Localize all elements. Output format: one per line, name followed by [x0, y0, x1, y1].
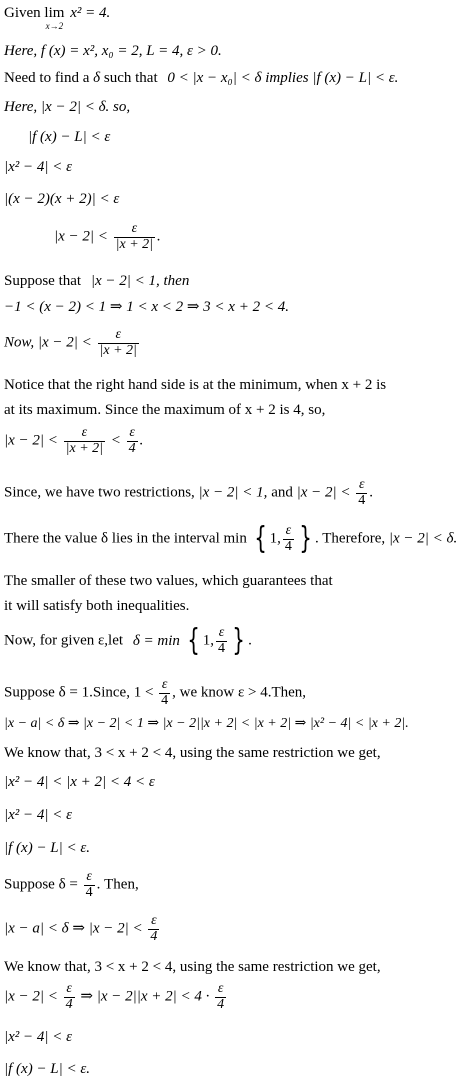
- suppose-delta-eps-line: [4, 870, 139, 900]
- numerator: ε: [131, 221, 138, 236]
- need-mid: such that: [103, 70, 158, 86]
- denominator-1: |x + 2|: [65, 440, 104, 456]
- inequality-fraction: [54, 222, 161, 252]
- fraction-1: [64, 426, 105, 456]
- denominator: 4: [85, 884, 93, 900]
- denominator-1: 4: [65, 996, 73, 1012]
- one: 1,: [269, 530, 281, 547]
- fraction: [159, 678, 170, 708]
- lhs: Now, |x − 2| <: [4, 334, 92, 351]
- fraction: [356, 478, 367, 508]
- given-line: [4, 4, 110, 31]
- lim-subscript: x→2: [45, 21, 64, 31]
- left-brace: {: [187, 623, 200, 659]
- implication-delta-eps: [4, 914, 161, 944]
- one: 1,: [202, 632, 215, 649]
- lhs: |x − 2| <: [54, 228, 108, 245]
- restriction-2-lhs: |x − 2| <: [296, 484, 351, 501]
- now-line: [4, 328, 141, 358]
- interval-line: [4, 521, 458, 557]
- fraction-1: [64, 982, 75, 1012]
- fraction: [216, 626, 227, 656]
- prefix: Now, for given ε,let: [4, 632, 124, 649]
- double-fraction-line: [4, 426, 143, 456]
- tail: .: [139, 432, 144, 449]
- bound-chain: |x² − 4| < |x + 2| < 4 < ε: [4, 774, 155, 790]
- limit-operator: [44, 4, 64, 31]
- inequality-x2-minus-4: |x² − 4| < ε: [4, 159, 73, 175]
- lhs: δ = min: [132, 632, 180, 649]
- denominator: 4: [150, 928, 158, 944]
- denominator: 4: [358, 492, 366, 508]
- fx-minus-L-result: |f (x) − L| < ε.: [4, 840, 91, 856]
- lhs: |x − 2| <: [4, 988, 58, 1005]
- after: , we know ε > 4.Then,: [172, 684, 307, 701]
- two-restrictions-line: [4, 478, 373, 508]
- denominator: 4: [284, 538, 292, 554]
- denominator: |x + 2|: [115, 236, 154, 252]
- fx-minus-L-final: |f (x) − L| < ε.: [4, 1061, 91, 1077]
- numerator-2: ε: [129, 425, 135, 440]
- mid: <: [110, 432, 121, 449]
- final-implication: [4, 982, 228, 1012]
- notice-line-1: Notice that the right hand side is at the minimum, when x + 2 is: [4, 377, 387, 393]
- suppose-line: [4, 272, 189, 290]
- numerator-1: ε: [66, 981, 72, 996]
- tail: .: [248, 632, 252, 649]
- prefix: Since, we have two restrictions,: [4, 484, 195, 501]
- fraction: [98, 328, 139, 358]
- numerator: ε: [151, 913, 157, 928]
- tail: .: [369, 484, 374, 501]
- prefix: There the value δ lies in the interval min: [4, 530, 247, 547]
- numerator: ε: [115, 327, 121, 342]
- inequality-fx-minus-L: |f (x) − L| < ε: [28, 129, 111, 145]
- fraction: [114, 222, 155, 252]
- denominator-2: 4: [128, 440, 136, 456]
- left-brace: {: [253, 521, 267, 557]
- after: . Then,: [96, 876, 139, 893]
- notice-line-2: at its maximum. Since the maximum of x + 2 is 4, so,: [4, 402, 326, 418]
- lhs: |x − a| < δ ⇒ |x − 2| <: [4, 920, 143, 937]
- prefix: Suppose δ = 1.Since, 1 <: [4, 684, 154, 701]
- prefix: Suppose δ =: [4, 876, 78, 893]
- implication-chain: −1 < (x − 2) < 1 ⇒ 1 < x < 2 ⇒ 3 < x + 2 < 4.: [4, 299, 289, 315]
- right-brace: }: [299, 521, 312, 557]
- numerator-1: ε: [81, 425, 88, 440]
- here-condition: Here, |x − 2| < δ. so,: [4, 99, 131, 115]
- lim-text: lim: [44, 5, 65, 21]
- fraction-2: [127, 426, 138, 456]
- numerator: ε: [161, 677, 168, 692]
- need-rest: 0 < |x − x₀| < δ implies |f (x) − L| < ε.: [167, 70, 399, 86]
- numerator: ε: [285, 523, 292, 538]
- numerator-2: ε: [217, 981, 224, 996]
- delta-definition-line: [4, 623, 252, 659]
- need-prefix: Need to find a: [4, 70, 90, 86]
- long-implication-chain: |x − a| < δ ⇒ |x − 2| < 1 ⇒ |x − 2||x + 2| < |x + 2| ⇒ |x² − 4| < |x + 2|.: [4, 716, 409, 731]
- we-know-line-2: We know that, 3 < x + 2 < 4, using the same restriction we get,: [4, 959, 381, 975]
- fraction: [283, 524, 294, 554]
- numerator: ε: [218, 625, 225, 640]
- smaller-line-1: The smaller of these two values, which guarantees that: [4, 573, 333, 589]
- rest: |x − 2| < δ.: [388, 530, 458, 547]
- fraction: [84, 870, 95, 900]
- need-to-find-line: [4, 69, 398, 87]
- and-word: and: [271, 484, 293, 501]
- x2-minus-4-final: |x² − 4| < ε: [4, 1029, 73, 1045]
- restriction-1: |x − 2| < 1,: [198, 484, 268, 501]
- denominator: 4: [161, 692, 169, 708]
- denominator-2: 4: [217, 996, 225, 1012]
- smaller-line-2: it will satisfy both inequalities.: [4, 598, 190, 614]
- given-prefix: Given: [4, 5, 41, 21]
- denominator: |x + 2|: [99, 342, 137, 358]
- delta-symbol: δ: [93, 70, 101, 86]
- here-definitions: Here, f (x) = x², x₀ = 2, L = 4, ε > 0.: [4, 43, 222, 59]
- lhs: |x − 2| <: [4, 432, 58, 449]
- given-rest: x² = 4.: [70, 5, 111, 21]
- suppose-prefix: Suppose that: [4, 273, 82, 289]
- mid: ⇒ |x − 2||x + 2| < 4 ·: [80, 988, 210, 1005]
- x2-minus-4-result: |x² − 4| < ε: [4, 807, 73, 823]
- denominator: 4: [218, 640, 226, 656]
- fraction: [148, 914, 159, 944]
- right-brace: }: [232, 623, 245, 659]
- tail: .: [157, 228, 161, 245]
- after: . Therefore,: [315, 530, 386, 547]
- numerator: ε: [359, 477, 365, 492]
- inequality-factored: |(x − 2)(x + 2)| < ε: [4, 191, 120, 207]
- we-know-line-1: We know that, 3 < x + 2 < 4, using the same restriction we get,: [4, 745, 381, 761]
- numerator: ε: [86, 869, 92, 884]
- fraction-2: [215, 982, 226, 1012]
- suppose-rest: |x − 2| < 1, then: [90, 273, 190, 289]
- suppose-delta-1-line: [4, 678, 306, 708]
